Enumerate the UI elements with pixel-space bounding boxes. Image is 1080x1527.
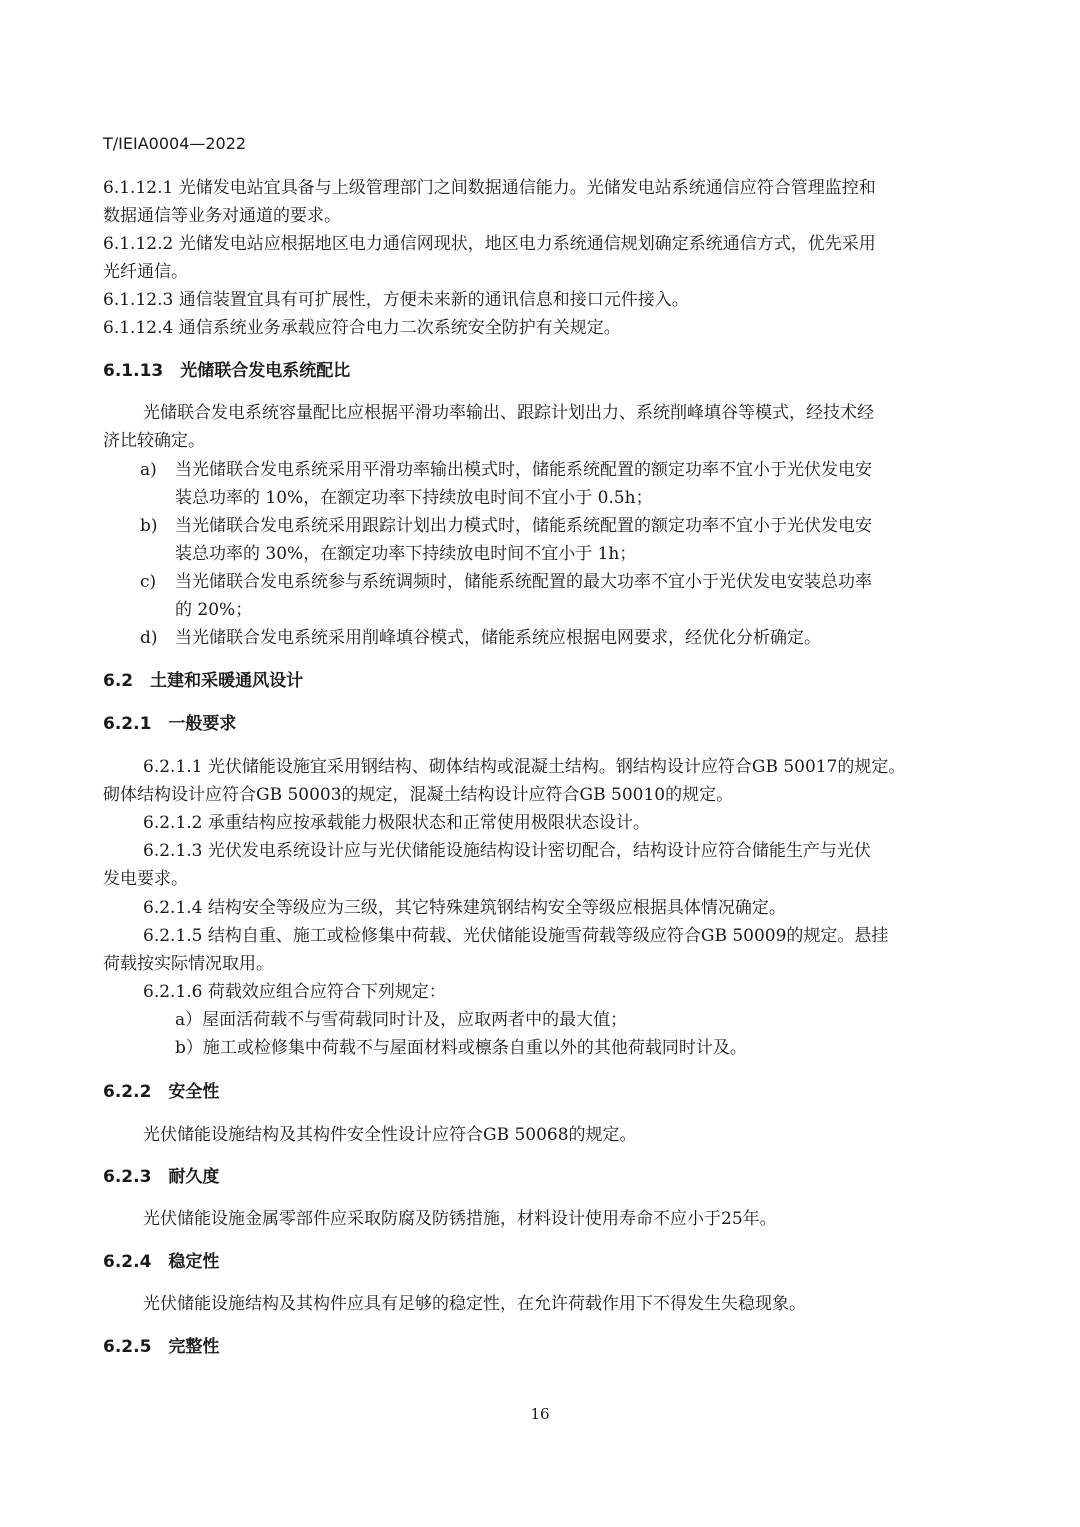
clause-6-2-1-6: 6.2.1.6 荷载效应组合应符合下列规定： [143,982,446,1002]
list-item-a-line-2: 装总功率的 10%，在额定功率下持续放电时间不宜小于 0.5h； [175,488,653,508]
clause-6-2-1-1-line-2: 砌体结构设计应符合GB 50003的规定，混凝土结构设计应符合GB 50010的规定。 [103,785,734,805]
page-number: 16 [530,1405,550,1423]
list-marker-d: d) [140,628,158,648]
section-heading-6-2-3: 6.2.3 耐久度 [103,1167,220,1187]
clause-6-1-12-1-line-2: 数据通信等业务对通道的要求。 [103,206,341,226]
clause-6-2-1-4: 6.2.1.4 结构安全等级应为三级，其它特殊建筑钢结构安全等级应根据具体情况确定。 [143,898,786,918]
paragraph-line: 光伏储能设施结构及其构件安全性设计应符合GB 50068的规定。 [143,1125,637,1145]
document-id: T/IEIA0004—2022 [103,134,247,153]
section-heading-6-2-4: 6.2.4 稳定性 [103,1252,220,1272]
paragraph-line: 光伏储能设施金属零部件应采取防腐及防锈措施，材料设计使用寿命不应小于25年。 [143,1209,777,1229]
clause-6-1-12-3: 6.1.12.3 通信装置宜具有可扩展性，方便未来新的通讯信息和接口元件接入。 [103,290,689,310]
section-heading-6-2-2: 6.2.2 安全性 [103,1082,220,1102]
list-item-c-line-2: 的 20%； [175,600,253,620]
list-item-b-line-1: 当光储联合发电系统采用跟踪计划出力模式时，储能系统配置的额定功率不宜小于光伏发电安 [175,516,872,536]
clause-6-1-12-2-line-1: 6.1.12.2 光储发电站应根据地区电力通信网现状，地区电力系统通信规划确定系统通信方式，优先采用 [103,234,876,254]
list-marker-b: b) [140,516,158,536]
list-marker-c: c) [140,572,157,592]
list-item-d: 当光储联合发电系统采用削峰填谷模式，储能系统应根据电网要求，经优化分析确定。 [175,628,821,648]
clause-6-2-1-6-item-a: a）屋面活荷载不与雪荷载同时计及，应取两者中的最大值； [175,1010,628,1030]
section-heading-6-2-5: 6.2.5 完整性 [103,1337,220,1357]
list-item-c-line-1: 当光储联合发电系统参与系统调频时，储能系统配置的最大功率不宜小于光伏发电安装总功率 [175,572,872,592]
paragraph-line: 光储联合发电系统容量配比应根据平滑功率输出、跟踪计划出力、系统削峰填谷等模式，经技术经 [143,403,874,423]
clause-6-2-1-2: 6.2.1.2 承重结构应按承载能力极限状态和正常使用极限状态设计。 [143,813,650,833]
clause-6-2-1-3-line-1: 6.2.1.3 光伏发电系统设计应与光伏储能设施结构设计密切配合，结构设计应符合储能生产与光伏 [143,841,871,861]
section-heading-6-2-1: 6.2.1 一般要求 [103,714,237,734]
list-item-a-line-1: 当光储联合发电系统采用平滑功率输出模式时，储能系统配置的额定功率不宜小于光伏发电安 [175,460,872,480]
section-heading-6-2: 6.2 土建和采暖通风设计 [103,671,304,691]
paragraph-line: 光伏储能设施结构及其构件应具有足够的稳定性，在允许荷载作用下不得发生失稳现象。 [143,1294,806,1314]
clause-6-2-1-5-line-1: 6.2.1.5 结构自重、施工或检修集中荷载、光伏储能设施雪荷载等级应符合GB 50009的规定。悬挂 [143,926,889,946]
clause-6-1-12-1-line-1: 6.1.12.1 光储发电站宜具备与上级管理部门之间数据通信能力。光储发电站系统通信应符合管理监控和 [103,178,876,198]
clause-6-1-12-2-line-2: 光纤通信。 [103,262,188,282]
list-item-b-line-2: 装总功率的 30%，在额定功率下持续放电时间不宜小于 1h； [175,544,637,564]
clause-6-1-12-4: 6.1.12.4 通信系统业务承载应符合电力二次系统安全防护有关规定。 [103,318,621,338]
clause-6-2-1-5-line-2: 荷载按实际情况取用。 [103,954,273,974]
clause-6-2-1-6-item-b: b）施工或检修集中荷载不与屋面材料或檩条自重以外的其他荷载同时计及。 [175,1038,747,1058]
clause-6-2-1-3-line-2: 发电要求。 [103,869,188,889]
section-heading-6-1-13: 6.1.13 光储联合发电系统配比 [103,361,351,381]
list-marker-a: a) [140,460,157,480]
clause-6-2-1-1-line-1: 6.2.1.1 光伏储能设施宜采用钢结构、砌体结构或混凝土结构。钢结构设计应符合GB 50017的规定。 [143,757,906,777]
paragraph-line: 济比较确定。 [103,431,205,451]
